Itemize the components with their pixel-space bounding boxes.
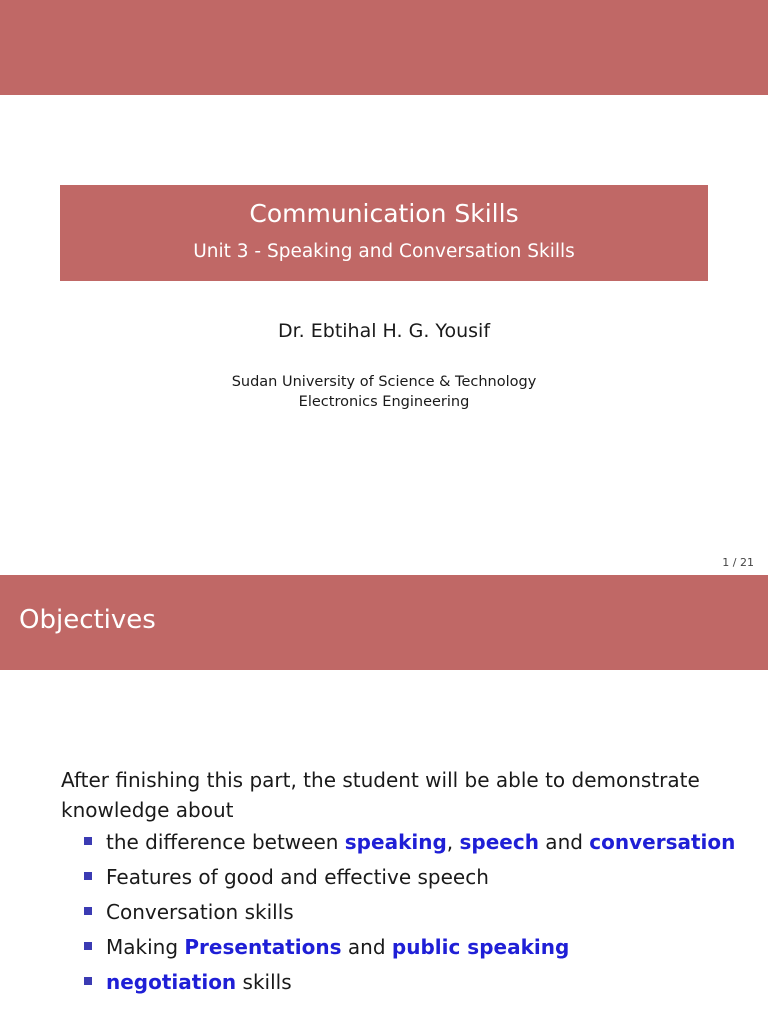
page-number: 1 / 21 — [722, 556, 754, 569]
list-item — [84, 897, 735, 932]
department-name: Electronics Engineering — [298, 394, 470, 410]
frame-title: Objectives — [19, 605, 156, 635]
title-box — [60, 185, 708, 281]
objectives-list — [84, 827, 735, 1002]
bullet-icon — [84, 837, 92, 845]
highlighted-term: public speaking — [391, 935, 570, 959]
highlighted-term: speech — [459, 830, 539, 854]
bullet-icon — [84, 942, 92, 950]
list-item — [84, 967, 735, 1002]
intro-text: After finishing this part, the student will be able to demonstrate knowledge about — [61, 768, 700, 822]
bullet-icon — [84, 872, 92, 880]
header-bar — [0, 0, 768, 95]
item-text: skills — [236, 970, 292, 994]
bullet-icon — [84, 907, 92, 915]
item-text: and — [341, 935, 392, 959]
author-name: Dr. Ebtihal H. G. Yousif — [277, 320, 491, 342]
institution-name: Sudan University of Science & Technology — [231, 374, 537, 390]
item-text: Features of good and effective speech — [106, 865, 489, 889]
bullet-icon — [84, 977, 92, 985]
item-text: and — [538, 830, 590, 854]
list-item — [84, 932, 735, 967]
highlighted-term: Presentations — [184, 935, 342, 959]
list-item — [84, 827, 735, 862]
item-text: the difference between — [106, 830, 345, 854]
highlighted-term: speaking — [344, 830, 447, 854]
item-text: Making — [106, 935, 185, 959]
presentation-title: Communication Skills — [249, 199, 519, 228]
highlighted-term: conversation — [589, 830, 736, 854]
item-text: Conversation skills — [106, 900, 294, 924]
list-item — [84, 862, 735, 897]
highlighted-term: negotiation — [106, 970, 237, 994]
objectives-slide — [0, 575, 768, 1024]
item-text: , — [446, 830, 460, 854]
frame-title-bar — [0, 575, 768, 670]
presentation-subtitle: Unit 3 - Speaking and Conversation Skills — [193, 241, 575, 262]
